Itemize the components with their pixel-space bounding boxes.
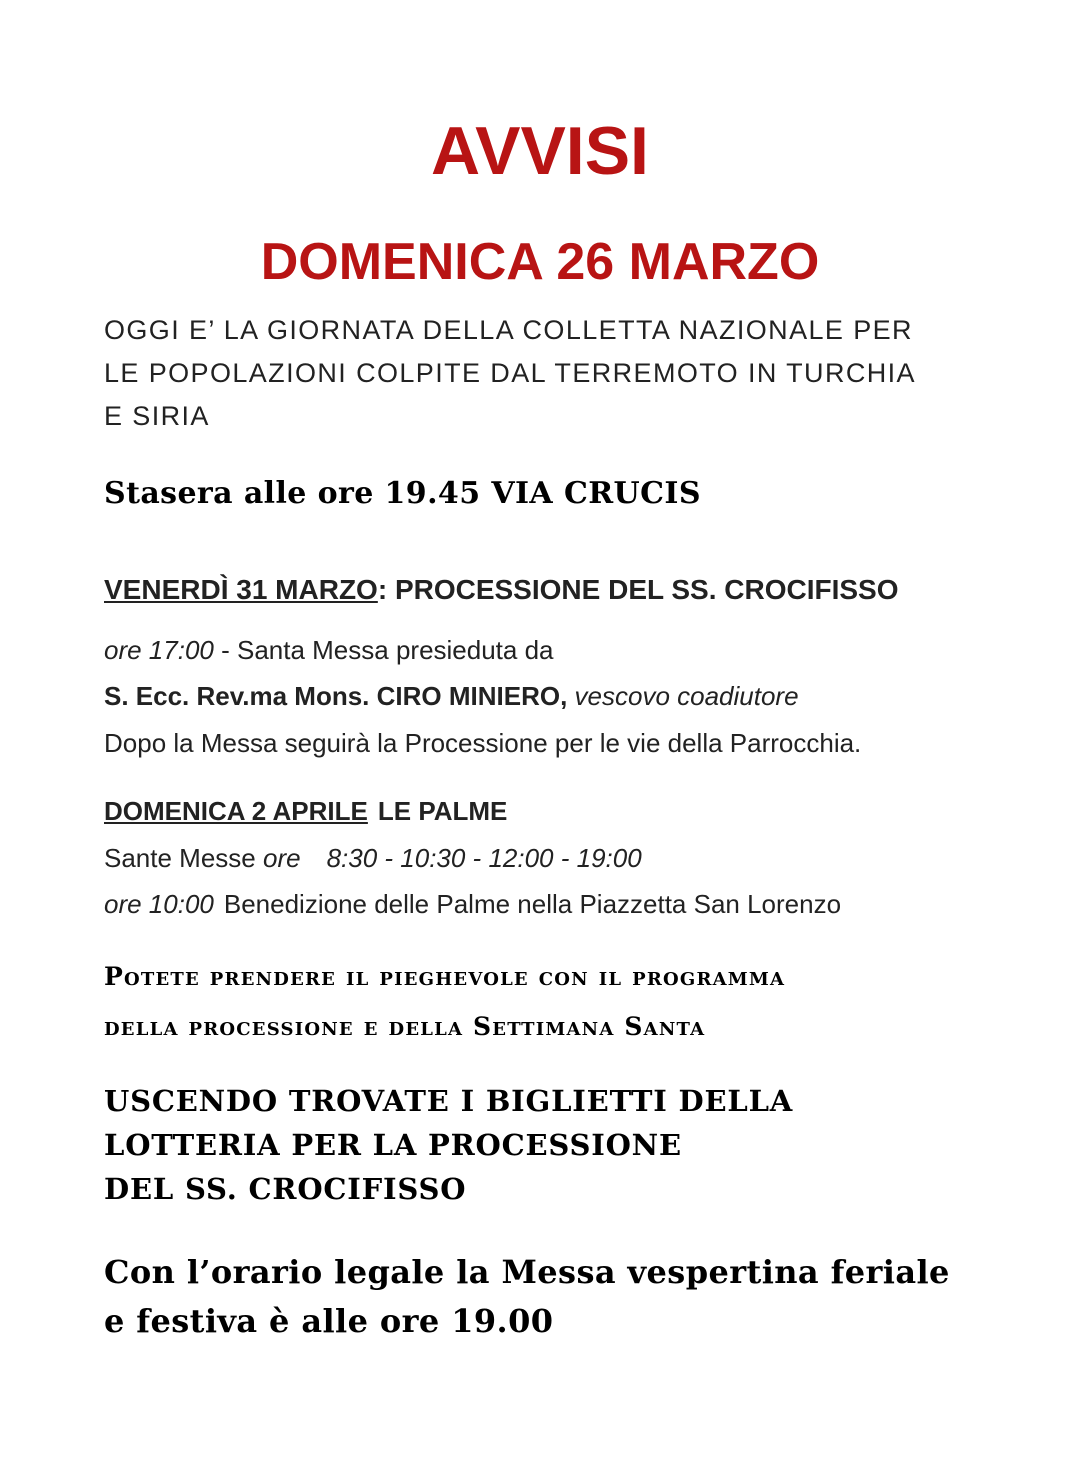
venerdi-mass-text: - Santa Messa presieduta da (213, 635, 554, 665)
palme-event: LE PALME (377, 796, 508, 826)
venerdi-celebrant-line (104, 673, 984, 719)
orario-line-1: Con l’orario legale la Messa vespertina feriale (104, 1253, 950, 1291)
lotteria-line-1: USCENDO TROVATE I BIGLIETTI DELLA (104, 1084, 794, 1118)
pieghevole-notice (104, 952, 984, 1052)
colletta-notice (104, 309, 984, 438)
palme-date: DOMENICA 2 APRILE (104, 796, 368, 826)
palme-masses-ore: ore (262, 843, 301, 873)
palme-masses-line (104, 835, 984, 881)
palme-blessing-text: Benedizione delle Palme nella Piazzetta San Lorenzo (223, 889, 842, 919)
palme-blessing-line (104, 881, 984, 927)
page-title: AVVISI (431, 113, 649, 189)
venerdi-mass-line (104, 627, 984, 673)
orario-line-2: e festiva è alle ore 19.00 (104, 1302, 554, 1340)
venerdi-mass-time: ore 17:00 (104, 635, 214, 665)
palme-heading (104, 789, 984, 833)
pieghevole-line-1: Potete prendere il pieghevole con il programma (104, 962, 786, 991)
lotteria-line-3: DEL SS. CROCIFISSO (104, 1172, 467, 1206)
palme-masses-label: Sante Messe (104, 843, 256, 873)
venerdi-separator: : (377, 574, 388, 605)
palme-blessing-time: ore 10:00 (104, 889, 214, 919)
venerdi-after-mass: Dopo la Messa seguirà la Processione per le vie della Parrocchia. (104, 728, 862, 758)
colletta-line-3: E SIRIA (104, 401, 210, 431)
venerdi-date: VENERDÌ 31 MARZO (104, 574, 378, 605)
date-heading: DOMENICA 26 MARZO (260, 233, 820, 291)
venerdi-celebrant-role: vescovo coadiutore (574, 681, 799, 711)
venerdi-celebrant: S. Ecc. Rev.ma Mons. CIRO MINIERO, (104, 681, 568, 711)
pieghevole-line-2: della processione e della Settimana Santa (104, 1012, 706, 1041)
colletta-line-1: OGGI E’ LA GIORNATA DELLA COLLETTA NAZIONALE PER (104, 315, 913, 345)
palme-masses-times: 8:30 - 10:30 - 12:00 - 19:00 (326, 843, 642, 873)
colletta-line-2: LE POPOLAZIONI COLPITE DAL TERREMOTO IN TURCHIA (104, 358, 916, 388)
lotteria-line-2: LOTTERIA PER LA PROCESSIONE (104, 1128, 682, 1162)
venerdi-heading (104, 568, 984, 612)
lotteria-notice (104, 1079, 984, 1211)
via-crucis-notice: Stasera alle ore 19.45 VIA CRUCIS (104, 476, 701, 511)
orario-notice (104, 1248, 984, 1346)
venerdi-event: PROCESSIONE DEL SS. CROCIFISSO (394, 574, 899, 605)
